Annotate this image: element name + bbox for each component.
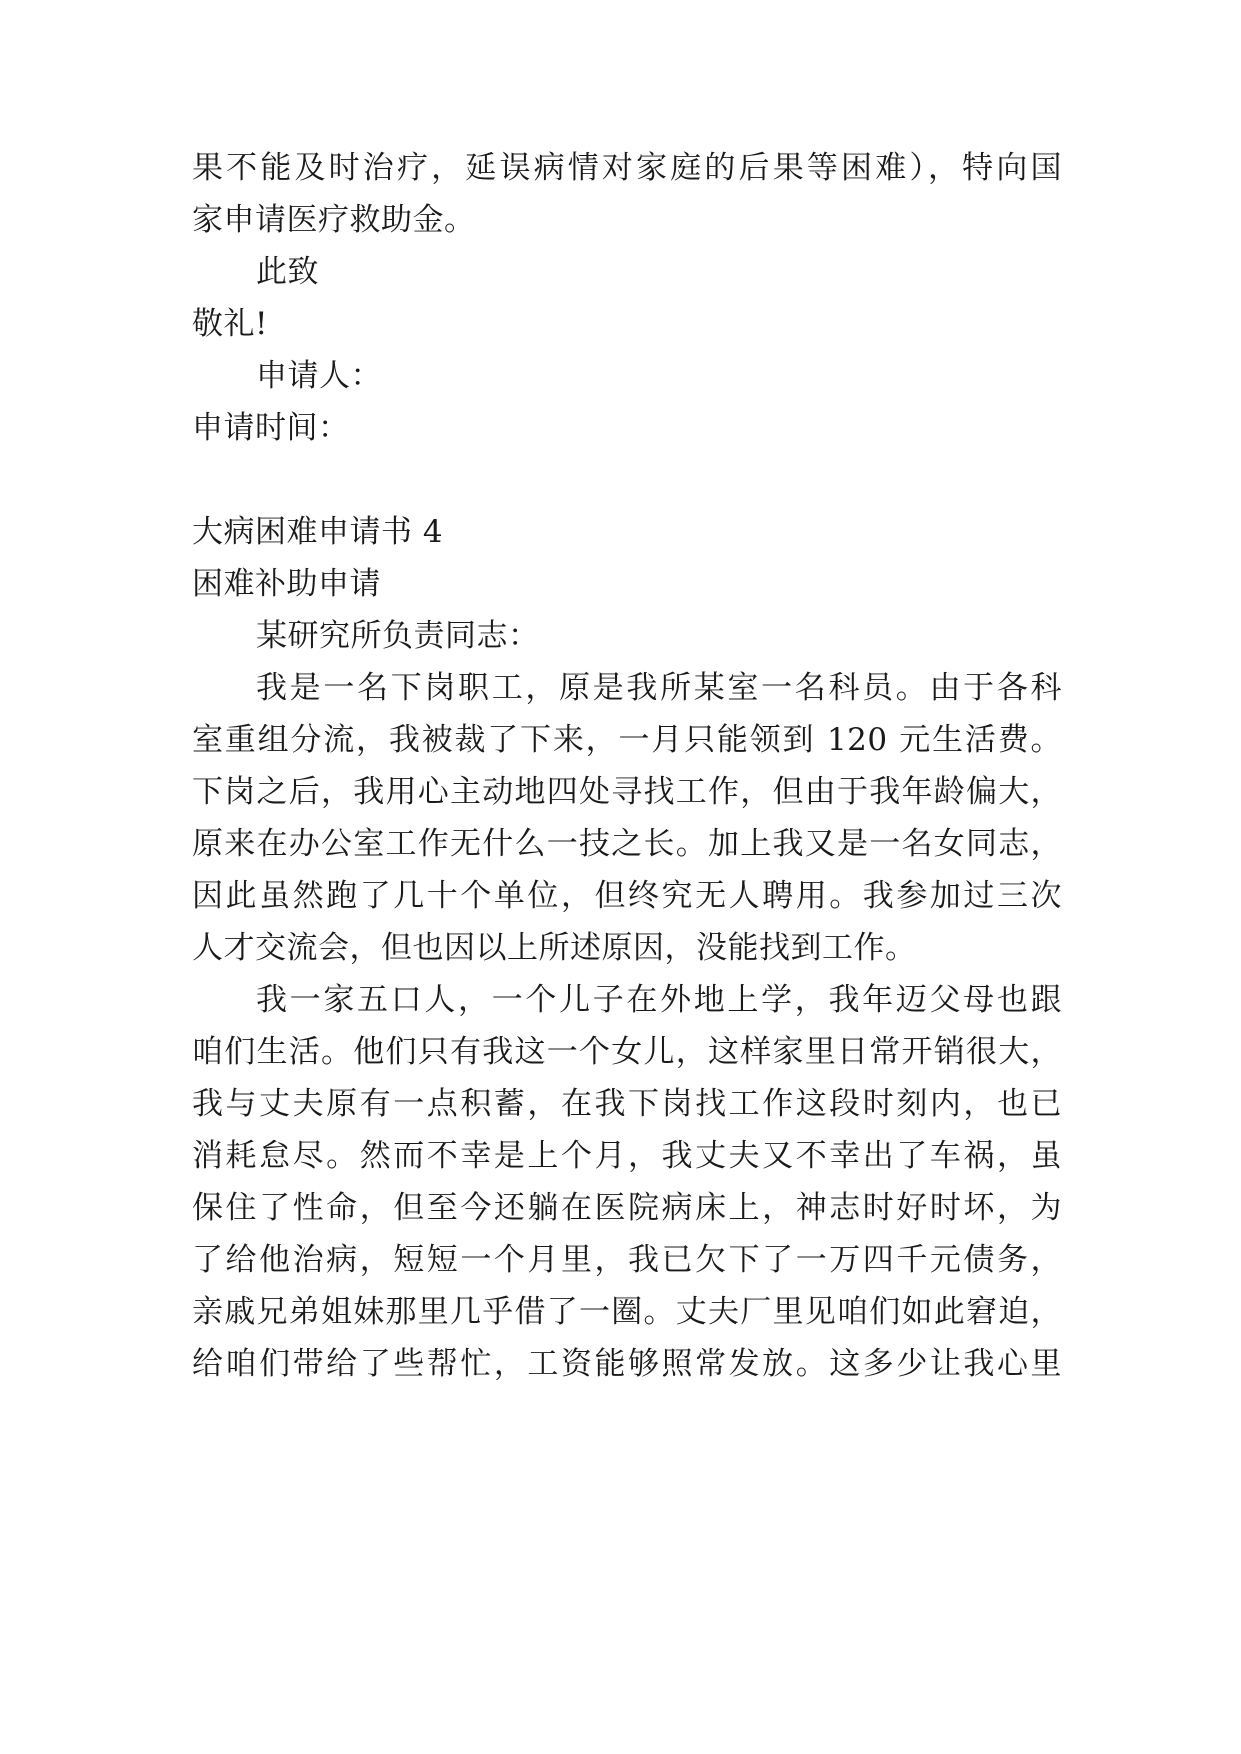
salutation-line: 此致 <box>256 254 319 290</box>
text-line: 保住了性命，但至今还躺在医院病床上，神志时好时坏，为 <box>192 1190 1062 1226</box>
text-line: 我是一名下岗职工，原是我所某室一名科员。由于各科 <box>256 670 1062 706</box>
text-line: 人才交流会，但也因以上所述原因，没能找到工作。 <box>192 930 917 966</box>
text-line: 下岗之后，我用心主动地四处寻找工作，但由于我年龄偏大， <box>192 774 1062 810</box>
application-date-label: 申请时间： <box>192 410 350 446</box>
text-line: 消耗怠尽。然而不幸是上个月，我丈夫又不幸出了车祸，虽 <box>192 1138 1062 1174</box>
text-line: 了给他治病，短短一个月里，我已欠下了一万四千元债务， <box>192 1242 1062 1278</box>
text-line: 因此虽然跑了几十个单位，但终究无人聘用。我参加过三次 <box>192 878 1062 914</box>
text-line: 原来在办公室工作无什么一技之长。加上我又是一名女同志， <box>192 826 1062 862</box>
section-title: 大病困难申请书 4 <box>192 514 444 550</box>
text-line: 家申请医疗救助金。 <box>192 202 476 238</box>
text-line: 我一家五口人，一个儿子在外地上学，我年迈父母也跟 <box>256 982 1062 1018</box>
addressee-line: 某研究所负责同志： <box>256 618 540 654</box>
text-line: 给咱们带给了些帮忙，工资能够照常发放。这多少让我心里 <box>192 1346 1062 1382</box>
section-subtitle: 困难补助申请 <box>192 566 381 602</box>
applicant-label: 申请人： <box>256 358 382 394</box>
text-line: 我与丈夫原有一点积蓄，在我下岗找工作这段时刻内，也已 <box>192 1086 1062 1122</box>
text-line: 果不能及时治疗，延误病情对家庭的后果等困难），特向国 <box>192 150 1062 186</box>
text-line: 亲戚兄弟姐妹那里几乎借了一圈。丈夫厂里见咱们如此窘迫， <box>192 1294 1062 1330</box>
salutation-line: 敬礼! <box>192 306 268 342</box>
text-line: 咱们生活。他们只有我这一个女儿，这样家里日常开销很大， <box>192 1034 1062 1070</box>
text-line: 室重组分流，我被裁了下来，一月只能领到 120 元生活费。 <box>192 722 1062 758</box>
